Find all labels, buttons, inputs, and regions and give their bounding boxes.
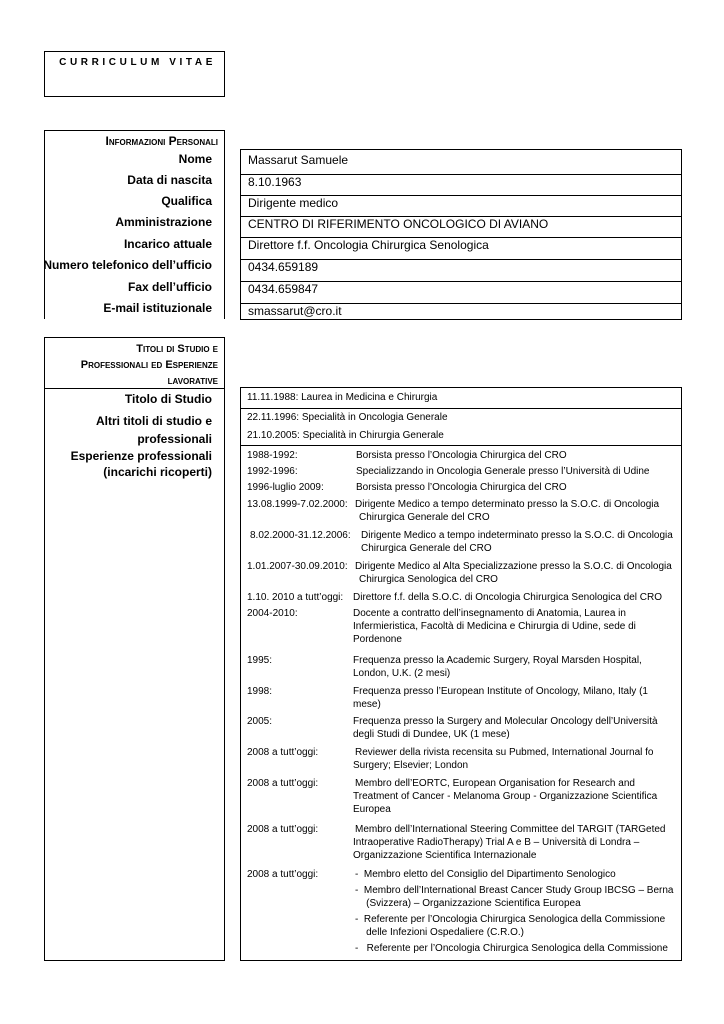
exp-text-line: degli Studi di Dundee, UK (1 mese) xyxy=(353,729,510,740)
label-altri-line2: professionali xyxy=(137,432,212,446)
exp-text: Borsista presso l’Oncologia Chirurgica del CRO xyxy=(356,482,567,493)
exp-text-line: Frequenza presso l’European Institute of Oncology, Milano, Italy (1 xyxy=(353,686,648,697)
label-data-nascita: Data di nascita xyxy=(127,173,212,187)
exp-text-line: Surgery; Elsevier; London xyxy=(353,760,469,771)
label-esperienze-line1: Esperienze professionali xyxy=(70,449,212,463)
exp-date: 2008 a tutt’oggi: xyxy=(247,869,319,880)
value-incarico: Direttore f.f. Oncologia Chirurgica Senologica xyxy=(241,238,681,260)
label-nome: Nome xyxy=(178,152,212,166)
exp-date: 1992-1996: xyxy=(247,466,298,477)
exp-text: Direttore f.f. della S.O.C. di Oncologia Chirurgica Senologica del CRO xyxy=(353,592,663,603)
exp-text-line: London, U.K. (2 mesi) xyxy=(353,668,451,679)
altri-titoli-value-2: 21.10.2005: Specialità in Chirurgia Generale xyxy=(247,430,444,441)
exp-text-line: Chirurgica Senologica del CRO xyxy=(359,574,498,585)
exp-date: 2008 a tutt’oggi: xyxy=(247,824,319,835)
exp-date: 2008 a tutt’oggi: xyxy=(247,778,319,789)
exp-list-item: - Referente per l’Oncologia Chirurgica Senologica della Commissione xyxy=(355,914,666,925)
value-telefono: 0434.659189 xyxy=(241,260,681,282)
label-titolo-studio: Titolo di Studio xyxy=(124,392,212,406)
label-esperienze-line2: (incarichi ricoperti) xyxy=(103,465,212,479)
exp-list-item: - Membro dell’International Breast Cancer Study Group IBCSG – Berna xyxy=(355,885,674,896)
label-qualifica: Qualifica xyxy=(161,194,212,208)
exp-date: 1995: xyxy=(247,655,273,666)
exp-text xyxy=(353,685,671,711)
exp-list-item: delle Infezioni Ospedaliere (C.R.O.) xyxy=(355,927,524,938)
exp-text xyxy=(355,868,673,955)
exp-date: 1.01.2007-30.09.2010: xyxy=(247,561,348,572)
exp-text-line: Pordenone xyxy=(353,634,402,645)
exp-text xyxy=(355,823,673,862)
exp-text-line: Frequenza presso la Academic Surgery, Royal Marsden Hospital, xyxy=(353,655,642,666)
cv-title: CURRICULUM VITAE xyxy=(59,57,216,68)
label-altri-line1: Altri titoli di studio e xyxy=(96,414,212,428)
exp-date: 8.02.2000-31.12.2006: xyxy=(250,530,351,541)
value-data-nascita: 8.10.1963 xyxy=(241,175,681,196)
exp-text-line: mese) xyxy=(353,699,381,710)
exp-text-line: Membro dell’EORTC, European Organisation for Research and xyxy=(355,778,635,789)
exp-text-line: Intraoperative RadioTherapy) Trial A e B – Università di Londra – xyxy=(353,837,640,848)
exp-list-item: - Membro eletto del Consiglio del Dipartimento Senologico xyxy=(355,869,616,880)
cv-title-box xyxy=(44,51,225,97)
exp-text: Specializzando in Oncologia Generale presso l’Università di Udine xyxy=(356,466,650,477)
studies-divider xyxy=(45,388,224,389)
value-email: smassarut@cro.it xyxy=(248,304,342,318)
exp-text-line: Frequenza presso la Surgery and Molecular Oncology dell’Università xyxy=(353,716,658,727)
exp-date: 2004-2010: xyxy=(247,608,298,619)
titolo-studio-value: 11.11.1988: Laurea in Medicina e Chirurgia xyxy=(247,392,438,403)
altri-titoli-value-1: 22.11.1996: Specialità in Oncologia Generale xyxy=(247,412,448,423)
exp-text xyxy=(353,607,671,646)
exp-text xyxy=(355,777,673,816)
esperienze-box xyxy=(240,445,682,961)
studies-heading-line3: lavorative xyxy=(167,375,218,387)
label-incarico: Incarico attuale xyxy=(123,237,212,251)
label-fax: Fax dell’ufficio xyxy=(127,280,212,294)
exp-text-line: Membro dell’International Steering Committee del TARGIT (TARGeted xyxy=(355,824,666,835)
exp-text xyxy=(355,746,673,772)
exp-date: 1996-luglio 2009: xyxy=(247,482,324,493)
exp-date: 1.10. 2010 a tutt’oggi: xyxy=(247,592,344,603)
value-qualifica: Dirigente medico xyxy=(241,196,681,217)
exp-text-line: Dirigente Medico al Alta Specializzazione presso la S.O.C. di Oncologia xyxy=(355,561,672,572)
exp-text xyxy=(353,715,671,741)
personal-info-heading: Informazioni Personali xyxy=(105,134,218,148)
exp-text-line: Chirurgica Generale del CRO xyxy=(361,543,492,554)
exp-text-line: Docente a contratto dell’insegnamento di Anatomia, Laurea in xyxy=(353,608,626,619)
value-amministrazione: CENTRO DI RIFERIMENTO ONCOLOGICO DI AVIANO xyxy=(241,217,681,238)
exp-text-line: Organizzazione Scientifica Internazionale xyxy=(353,850,537,861)
exp-list-item: (Svizzera) – Organizzazione Scientifica Europea xyxy=(355,898,581,909)
studies-heading-line1: Titoli di Studio e xyxy=(136,343,218,355)
exp-text xyxy=(353,654,671,680)
exp-date: 2008 a tutt’oggi: xyxy=(247,747,319,758)
label-altri-titoli xyxy=(96,412,218,448)
personal-info-values xyxy=(240,149,682,320)
studies-heading xyxy=(81,341,218,389)
label-esperienze xyxy=(71,448,218,480)
studies-heading-line2: Professionali ed Esperienze xyxy=(80,359,218,371)
exp-text-line: Dirigente Medico a tempo indeterminato presso la S.O.C. di Oncologia xyxy=(361,530,673,541)
exp-text xyxy=(361,529,679,555)
exp-date: 1998: xyxy=(247,686,273,697)
titolo-studio-box xyxy=(240,387,682,409)
value-nome: Massarut Samuele xyxy=(241,153,681,175)
exp-text-line: Dirigente Medico a tempo determinato presso la S.O.C. di Oncologia xyxy=(355,499,660,510)
exp-text-line: Reviewer della rivista recensita su Pubmed, International Journal fo xyxy=(355,747,654,758)
label-email: E-mail istituzionale xyxy=(103,301,212,315)
exp-date: 1988-1992: xyxy=(247,450,298,461)
exp-text-line: Treatment of Cancer - Melanoma Group - Organizzazione Scientifica xyxy=(353,791,658,802)
label-telefono: Numero telefonico dell’ufficio xyxy=(43,258,212,272)
exp-text-line: Chirurgica Generale del CRO xyxy=(359,512,490,523)
exp-text-line: Europea xyxy=(353,804,391,815)
exp-text-line: Infermieristica, Facoltà di Medicina e Chirurgia di Udine, sede di xyxy=(353,621,636,632)
exp-date: 13.08.1999-7.02.2000: xyxy=(247,499,348,510)
value-fax: 0434.659847 xyxy=(241,282,681,304)
exp-list-item: - Referente per l’Oncologia Chirurgica Senologica della Commissione xyxy=(355,943,668,954)
exp-text xyxy=(355,498,673,524)
exp-date: 2005: xyxy=(247,716,273,727)
altri-titoli-box xyxy=(240,407,682,446)
exp-text xyxy=(355,560,673,586)
exp-text: Borsista presso l’Oncologia Chirurgica del CRO xyxy=(356,450,567,461)
label-amministrazione: Amministrazione xyxy=(115,215,212,229)
